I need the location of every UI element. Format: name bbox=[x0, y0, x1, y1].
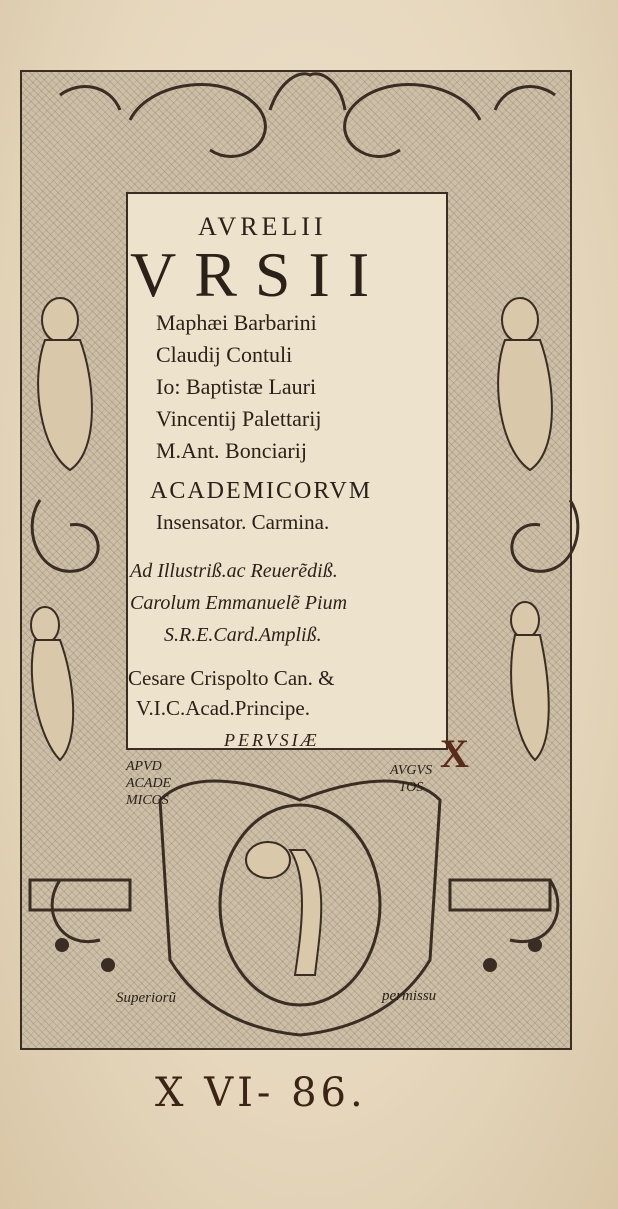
cesare-line: Cesare Crispolto Can. & bbox=[128, 666, 335, 690]
name-line: M.Ant. Bonciarij bbox=[156, 438, 307, 463]
putto-left-head bbox=[31, 607, 59, 643]
lamp-right bbox=[495, 87, 555, 110]
arms-figure bbox=[290, 850, 321, 975]
top-shell bbox=[270, 74, 345, 110]
ornament-dot bbox=[483, 958, 497, 972]
manuscript-mark: X bbox=[440, 731, 469, 776]
dedication-line: Carolum Emmanuelẽ Pium bbox=[130, 592, 348, 614]
imprint-apud bbox=[126, 758, 171, 809]
base-right bbox=[450, 880, 550, 910]
putto-left-body bbox=[32, 640, 73, 760]
figure-right-head bbox=[502, 298, 538, 342]
side-scroll-left bbox=[32, 500, 98, 571]
name-line: Io: Baptistæ Lauri bbox=[156, 374, 317, 399]
figure-left-body bbox=[38, 340, 92, 470]
permissu-label: permissu bbox=[382, 988, 437, 1004]
superiorum-label: Superiorũ bbox=[116, 990, 176, 1006]
imprint-apud-line: ACADE bbox=[126, 776, 172, 791]
putto-right-body bbox=[511, 635, 549, 760]
handwritten-shelfmark: X VI- 86. bbox=[155, 1070, 367, 1116]
name-line: Claudij Contuli bbox=[156, 342, 293, 367]
side-scroll-right bbox=[512, 500, 578, 571]
imprint-apud-line: APVD bbox=[126, 759, 162, 774]
ornament-dot bbox=[55, 938, 69, 952]
imprint-place: PERVSIÆ bbox=[224, 730, 320, 750]
name-line: Maphæi Barbarini bbox=[156, 310, 317, 335]
title-ursii: VRSII bbox=[130, 239, 388, 310]
title-aurelii: AVRELII bbox=[198, 212, 327, 241]
insensator-line: Insensator. Carmina. bbox=[156, 510, 330, 534]
ornament-dot bbox=[101, 958, 115, 972]
ornament-dot bbox=[528, 938, 542, 952]
figure-left-head bbox=[42, 298, 78, 342]
lamp-left bbox=[60, 87, 120, 110]
imprint-augustos bbox=[390, 762, 432, 796]
imprint-augustos-line: TOS bbox=[398, 780, 424, 795]
dedication-line: Ad Illustriß.ac Reuerẽdiß. bbox=[130, 560, 338, 582]
putto-right-head bbox=[511, 602, 539, 638]
base-left bbox=[30, 880, 130, 910]
top-scroll-left bbox=[130, 85, 265, 157]
figure-right-body bbox=[498, 340, 552, 470]
imprint-apud-line: MICOS bbox=[126, 793, 169, 808]
imprint-augustos-line: AVGVS bbox=[390, 763, 433, 778]
dedication-line: S.R.E.Card.Ampliß. bbox=[164, 624, 322, 646]
top-scroll-right bbox=[345, 85, 480, 157]
name-line: Vincentij Palettarij bbox=[156, 406, 322, 431]
academicorum-line: ACADEMICORVM bbox=[150, 478, 373, 504]
cesare-line: V.I.C.Acad.Principe. bbox=[136, 696, 310, 720]
arms-beast-head bbox=[246, 842, 290, 878]
